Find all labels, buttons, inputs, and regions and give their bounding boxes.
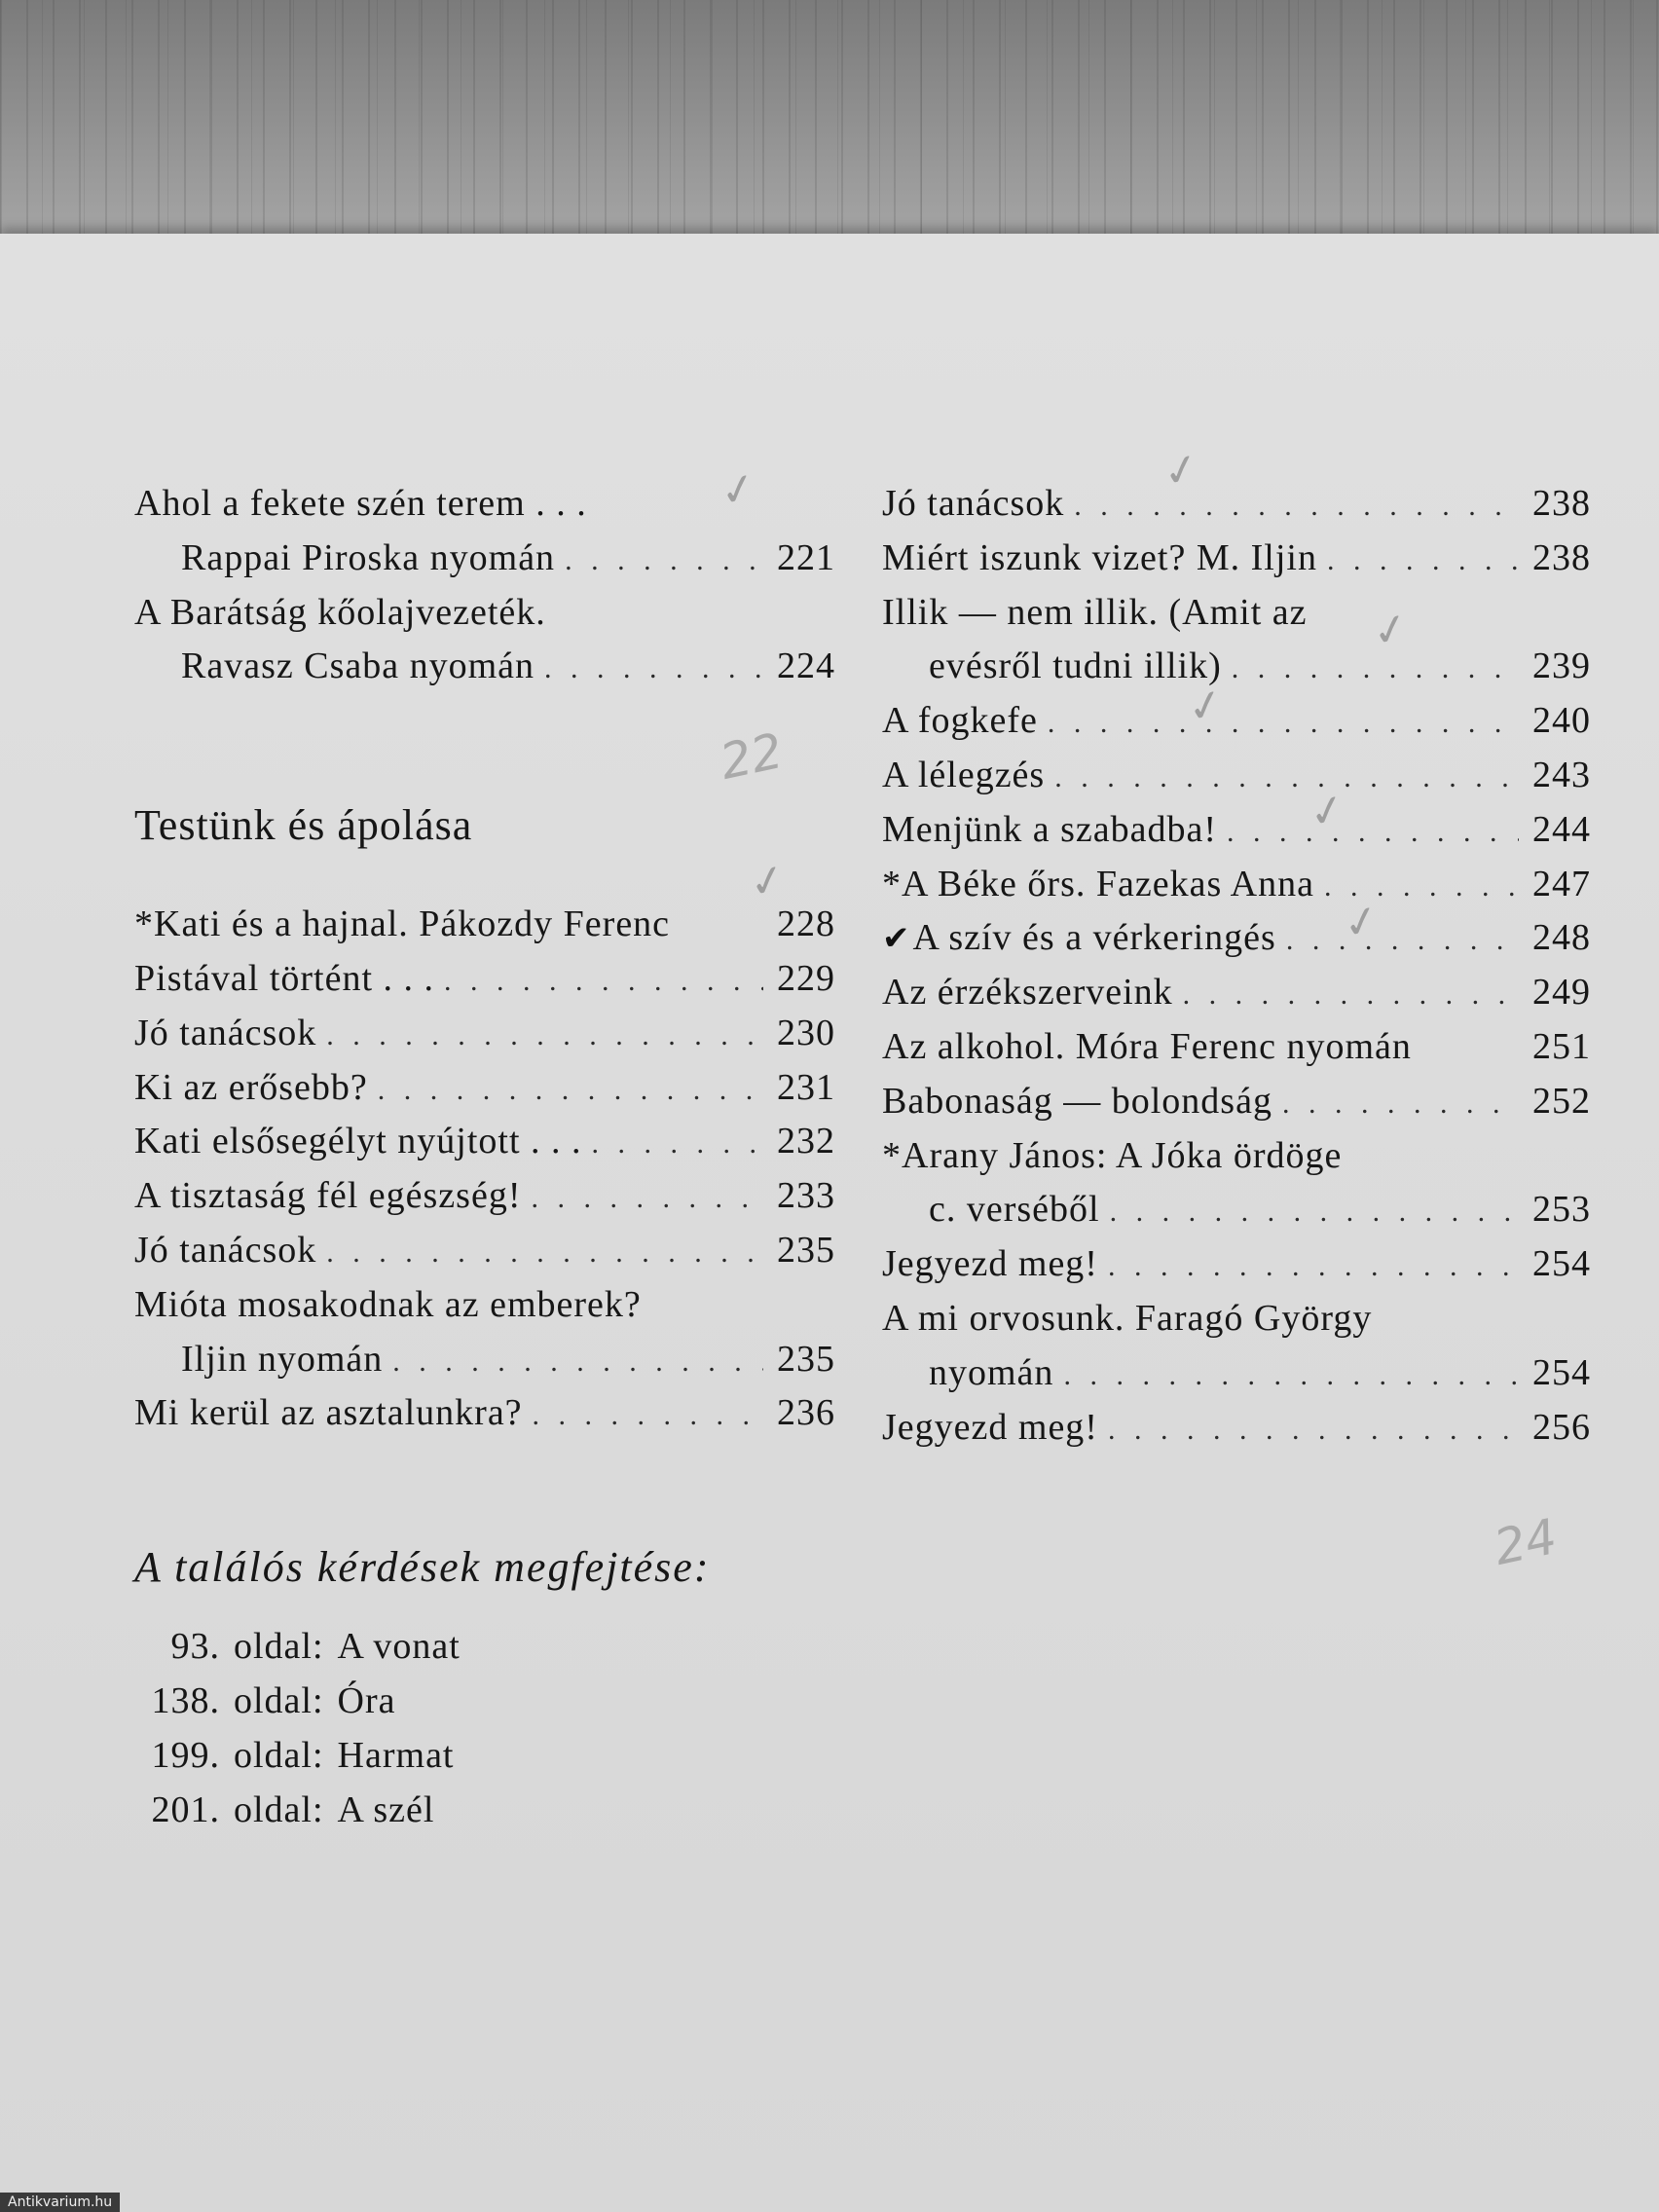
toc-entry-page: 236 [777,1392,835,1434]
toc-entry-title: Ahol a fekete szén terem . . . [134,483,587,524]
toc-entry [882,1401,1591,1456]
leader-dots [1108,1403,1519,1457]
leader-dots [326,1009,763,1063]
toc-entry-page: 248 [1532,917,1591,959]
toc-entry [882,1075,1591,1129]
toc-entry-title: Az érzékszerveink [882,972,1173,1014]
leader-dots [1286,913,1519,968]
toc-entry [134,898,835,952]
toc-entry-page: 228 [777,903,835,945]
toc-entry [134,1278,835,1333]
toc-entry-page: 239 [1532,645,1591,687]
answer-page-number: 199. [151,1735,220,1776]
leader-dots [1183,968,1519,1022]
leader-dots [533,1388,763,1443]
toc-entry-title: Jó tanácsok [134,1012,317,1053]
toc-entry [882,1020,1591,1075]
watermark: Antikvarium.hu [0,2193,120,2212]
toc-entry [134,586,835,641]
toc-entry-title: Menjünk a szabadba! [882,808,1217,850]
toc-entry-title: Ravasz Csaba nyomán [181,645,535,687]
toc-entry [134,1333,835,1387]
answers-list [134,1619,913,1837]
toc-entry [882,1183,1591,1237]
toc-entry [134,1061,835,1116]
toc-entry-page: 235 [777,1229,835,1271]
toc-entry [134,1007,835,1061]
toc-entry-title: Mi kerül az asztalunkra? [134,1392,523,1434]
answer-page-number: 93. [170,1626,220,1667]
answers-heading: A találós kérdések megfejtése: [134,1543,711,1591]
toc-entry [882,586,1591,641]
pencil-check-icon: ✓ [1159,442,1204,499]
toc-entry-title: *Kati és a hajnal. Pákozdy Ferenc [134,903,671,945]
leader-dots [1232,642,1519,696]
leader-dots [1054,751,1519,805]
toc-entry [882,1129,1591,1184]
leader-dots [444,954,763,1009]
toc-entry [134,1115,835,1169]
leader-dots [531,1171,763,1226]
leader-dots [544,642,763,696]
section-title: Testünk és ápolása [134,801,473,850]
answer-label: oldal: [234,1735,324,1776]
leader-dots [1110,1185,1519,1239]
toc-entry-title: Mióta mosakodnak az emberek? [134,1283,642,1325]
toc-entry-title: A szív és a vérkeringés [912,917,1276,959]
toc-entry [882,1346,1591,1401]
toc-entry [882,532,1591,586]
toc-entry [882,911,1591,966]
toc-entry-title: Jegyezd meg! [882,1243,1098,1285]
toc-entry-page: 240 [1532,700,1591,742]
toc-entry [882,803,1591,858]
toc-entry [134,952,835,1007]
toc-entry [134,1224,835,1278]
toc-entry [134,640,835,694]
toc-entry-page: 231 [777,1066,835,1108]
ink-check-icon: ✔ [882,921,911,958]
toc-entry-title: Jó tanácsok [882,483,1065,524]
toc-entry-page: 233 [777,1175,835,1217]
leader-dots [1074,479,1519,534]
pencil-check-icon: ✓ [1339,894,1384,951]
toc-entry [882,966,1591,1020]
answer-page-number: 201. [151,1789,220,1830]
answer-value: A szél [337,1789,435,1830]
leader-dots [1327,534,1519,588]
leader-dots [1048,696,1519,751]
pencil-check-icon: ✓ [716,461,761,519]
toc-entry-page: 247 [1532,863,1591,904]
leader-dots [378,1063,763,1118]
riddle-answers [134,1533,913,1837]
toc-entry-page: 252 [1532,1080,1591,1122]
pencil-check-icon: ✓ [1368,602,1414,659]
answer-label: oldal: [234,1680,324,1721]
pencil-count-note: 22 [715,722,788,791]
answer-value: Harmat [337,1735,455,1776]
toc-entry [134,1169,835,1224]
answer-value: Óra [337,1680,396,1721]
answer-value: A vonat [337,1626,461,1667]
toc-entry-page: 224 [777,645,835,687]
toc-entry-title: c. verséből [929,1189,1100,1231]
toc-entry [134,532,835,586]
toc-entry-title: *A Béke őrs. Fazekas Anna [882,863,1314,904]
toc-entry-title: A Barátság kőolajvezeték. [134,591,546,633]
toc-entry-title: Pistával történt . . . [134,957,435,999]
toc-entry-page: 256 [1532,1406,1591,1448]
toc-entry-page: 254 [1532,1351,1591,1393]
toc-entry-title: *Arany János: A Jóka ördöge [882,1134,1343,1176]
toc-entry-title: A tisztaság fél egészség! [134,1175,522,1217]
toc-left-column [134,477,835,1441]
toc-entry-page: 251 [1532,1025,1591,1067]
toc-entry [882,1292,1591,1346]
pencil-check-icon: ✓ [745,853,791,910]
toc-entry [882,749,1591,803]
leader-dots [565,534,763,588]
toc-entry-title: evésről tudni illik) [929,645,1222,687]
toc-entry [134,1386,835,1441]
toc-entry [882,694,1591,749]
toc-entry-page: 230 [777,1012,835,1053]
leader-dots [1282,1077,1519,1131]
toc-entry-page: 253 [1532,1189,1591,1231]
toc-entry-page: 238 [1532,483,1591,524]
toc-entry-title: A mi orvosunk. Faragó György [882,1297,1373,1339]
toc-entry-title: Rappai Piroska nyomán [181,536,556,578]
toc-entry-title: A fogkefe [882,700,1038,742]
toc-entry-title: Jegyezd meg! [882,1406,1098,1448]
toc-entry-title: Az alkohol. Móra Ferenc nyomán [882,1025,1412,1067]
toc-entry-page: 244 [1532,808,1591,850]
toc-entry [882,640,1591,694]
leader-dots [326,1226,763,1280]
answer-label: oldal: [234,1789,324,1830]
answer-label: oldal: [234,1626,324,1667]
toc-entry-title: Miért iszunk vizet? M. Iljin [882,536,1317,578]
toc-entry-page: 221 [777,536,835,578]
toc-right-column [882,477,1591,1455]
toc-entry-page: 232 [777,1121,835,1162]
leader-dots [592,1117,763,1171]
toc-entry [882,1237,1591,1292]
toc-entry [882,858,1591,912]
toc-entry-page: 235 [777,1338,835,1380]
toc-entry-title: Kati elsősegélyt nyújtott . . . [134,1121,582,1162]
answer-page-number: 138. [151,1680,220,1721]
answer-row [134,1674,913,1728]
toc-entry-page: 254 [1532,1243,1591,1285]
toc-entry-title: Illik — nem illik. (Amit az [882,591,1308,633]
toc-entry-page: 229 [777,957,835,999]
toc-group-second [134,898,835,1441]
toc-entry-title: Iljin nyomán [181,1338,384,1380]
background-surface [0,0,1659,243]
answer-row [134,1619,913,1674]
pencil-check-icon: ✓ [1305,783,1350,840]
toc-entry-page: 238 [1532,536,1591,578]
answer-row [134,1783,913,1837]
pencil-check-icon: ✓ [1183,678,1229,735]
toc-entry-title: nyomán [929,1351,1054,1393]
toc-entry [882,477,1591,532]
toc-entry-title: Jó tanácsok [134,1229,317,1271]
toc-entry-page: 249 [1532,972,1591,1014]
toc-entry-title: Babonaság — bolondság [882,1080,1272,1122]
leader-dots [392,1335,763,1389]
answer-row [134,1728,913,1783]
leader-dots [1108,1239,1519,1294]
pencil-count-note: 24 [1489,1508,1562,1576]
leader-dots [1227,805,1519,860]
leader-dots [1063,1348,1519,1403]
toc-entry-page: 243 [1532,754,1591,795]
toc-entry-title: Ki az erősebb? [134,1066,368,1108]
toc-entry-title: A lélegzés [882,754,1046,795]
